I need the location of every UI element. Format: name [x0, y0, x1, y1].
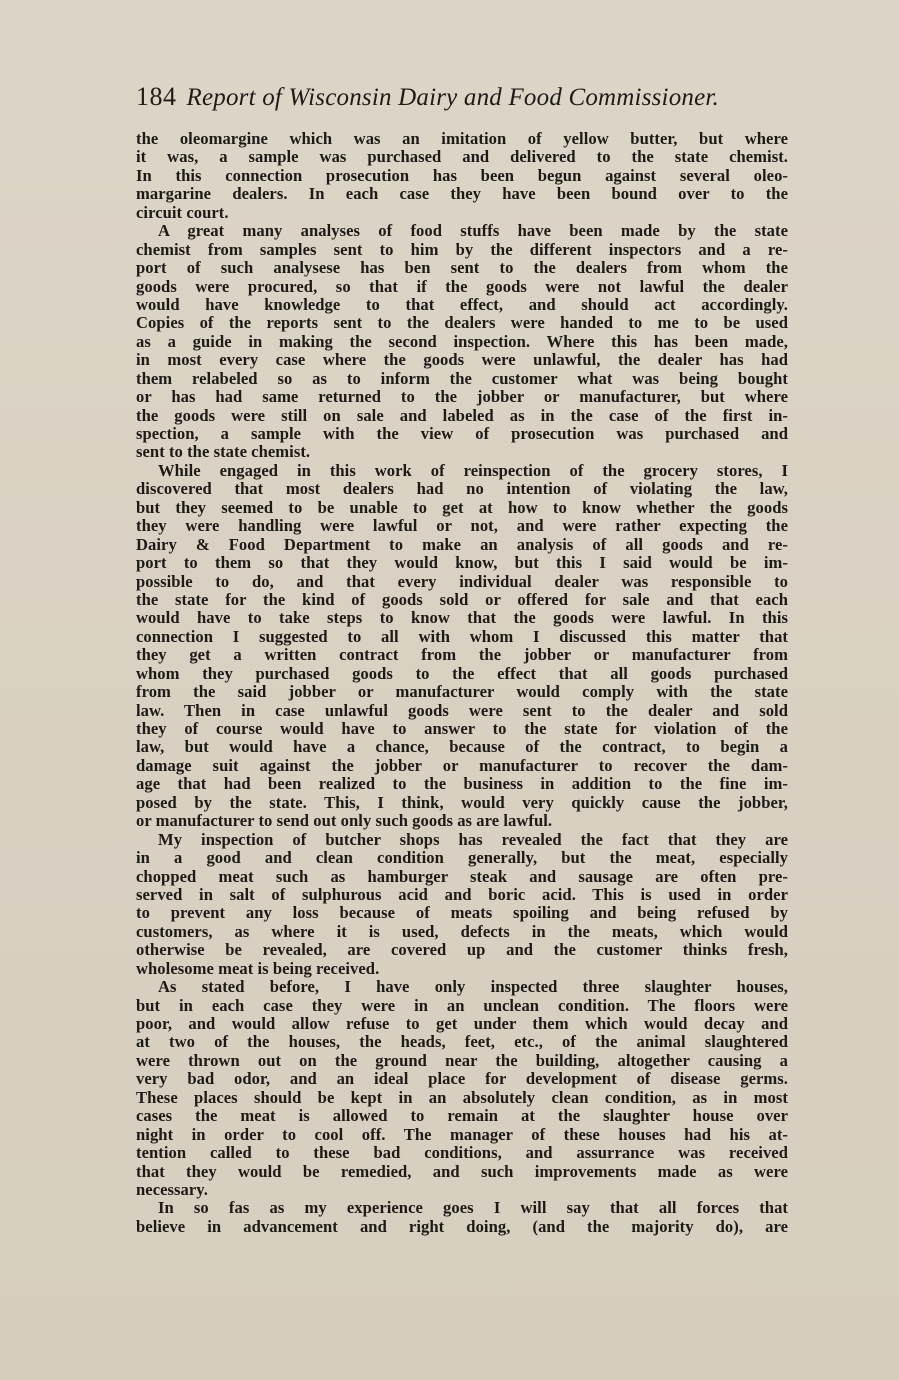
text-line: very bad odor, and an ideal place for development of disease germs.: [136, 1069, 788, 1089]
text-line: tention called to these bad conditions, and assurrance was received: [136, 1143, 788, 1163]
text-line: necessary.: [136, 1179, 208, 1199]
text-line: spection, a sample with the view of prosecution was purchased and: [136, 424, 788, 443]
text-line: margarine dealers. In each case they have been bound over to the: [136, 184, 788, 204]
text-line: would have knowledge to that effect, and should act accordingly.: [136, 294, 788, 314]
text-line: customers, as where it is used, defects in the meats, which would: [136, 921, 788, 941]
text-line: would have to take steps to know that the goods were lawful. In this: [136, 608, 788, 628]
text-line: them relabeled so as to inform the customer what was being bought: [136, 368, 788, 388]
text-line: in most every case where the goods were unlawful, the dealer has had: [136, 350, 788, 370]
text-line: that they would be remedied, and such improvements made as were: [136, 1161, 788, 1181]
text-line: possible to do, and that every individual dealer was responsible to: [136, 571, 788, 591]
text-line: otherwise be revealed, are covered up and the customer thinks fresh,: [136, 940, 788, 960]
text-line: whom they purchased goods to the effect that all goods purchased: [136, 663, 788, 683]
text-line: served in salt of sulphurous acid and boric acid. This is used in order: [136, 884, 788, 904]
text-line: Dairy & Food Department to make an analysis of all goods and re-: [136, 534, 788, 554]
text-line: or has had same returned to the jobber or manufacturer, but where: [136, 387, 788, 407]
text-line: discovered that most dealers had no intention of violating the law,: [136, 479, 788, 499]
text-line: A great many analyses of food stuffs have been made by the state: [158, 221, 788, 241]
text-line: connection I suggested to all with whom I discussed this matter that: [136, 626, 788, 646]
text-line: chemist from samples sent to him by the different inspectors and a re-: [136, 239, 788, 259]
text-line: wholesome meat is being received.: [136, 958, 380, 978]
text-line: port to them so that they would know, but this I said would be im-: [136, 553, 788, 573]
body-text: [136, 130, 788, 1236]
text-line: These places should be kept in an absolutely clean condition, as in most: [136, 1087, 788, 1107]
text-line: In so fas as my experience goes I will say that all forces that: [158, 1198, 788, 1218]
text-line: but they seemed to be unable to get at how to know whether the goods: [136, 497, 788, 517]
text-line: sent to the state chemist.: [136, 442, 311, 462]
text-line: As stated before, I have only inspected three slaughter houses,: [158, 977, 788, 997]
text-line: In this connection prosecution has been begun against several oleo-: [136, 165, 788, 185]
text-line: as a guide in making the second inspection. Where this has been made,: [136, 331, 788, 351]
text-line: to prevent any loss because of meats spoiling and being refused by: [136, 903, 788, 923]
text-line: posed by the state. This, I think, would very quickly cause the jobber,: [136, 792, 788, 812]
text-line: goods were procured, so that if the goods were not lawful the dealer: [136, 276, 788, 296]
text-line: the goods were still on sale and labeled as in the case of the first in-: [136, 405, 788, 425]
text-line: port of such analysese has ben sent to the dealers from whom the: [136, 258, 788, 278]
text-line: age that had been realized to the business in addition to the fine im-: [136, 774, 788, 794]
text-line: they of course would have to answer to the state for violation of the: [136, 719, 788, 738]
text-line: circuit court.: [136, 202, 229, 222]
text-line: My inspection of butcher shops has revealed the fact that they are: [158, 829, 788, 849]
text-line: it was, a sample was purchased and delivered to the state chemist.: [136, 147, 788, 167]
text-line: they were handling were lawful or not, and were rather expecting the: [136, 516, 788, 536]
text-line: the state for the kind of goods sold or offered for sale and that each: [136, 589, 788, 609]
text-line: or manufacturer to send out only such goods as are lawful.: [136, 811, 553, 831]
text-line: from the said jobber or manufacturer would comply with the state: [136, 682, 788, 702]
page-number: 184: [136, 82, 177, 111]
text-line: were thrown out on the ground near the building, altogether causing a: [136, 1050, 788, 1070]
text-line: night in order to cool off. The manager of these houses had his at-: [136, 1124, 788, 1144]
text-line: damage suit against the jobber or manufacturer to recover the dam-: [136, 755, 788, 775]
text-line: chopped meat such as hamburger steak and sausage are often pre-: [136, 866, 788, 886]
running-title: Report of Wisconsin Dairy and Food Commissioner.: [186, 84, 720, 111]
text-line: law. Then in case unlawful goods were sent to the dealer and sold: [136, 700, 788, 720]
text-line: they get a written contract from the jobber or manufacturer from: [136, 645, 788, 665]
text-line: cases the meat is allowed to remain at the slaughter house over: [136, 1106, 788, 1126]
text-line: at two of the houses, the heads, feet, etc., of the animal slaughtered: [136, 1032, 788, 1052]
text-line: law, but would have a chance, because of the contract, to begin a: [136, 737, 788, 757]
page-header: [136, 82, 776, 116]
text-line: the oleomargine which was an imitation of yellow butter, but where: [136, 129, 788, 148]
text-line: poor, and would allow refuse to get under them which would decay and: [136, 1014, 788, 1033]
text-line: Copies of the reports sent to the dealers were handed to me to be used: [136, 313, 788, 333]
text-line: in a good and clean condition generally, but the meat, especially: [136, 848, 788, 868]
text-line: but in each case they were in an unclean condition. The floors were: [136, 995, 788, 1015]
text-line: believe in advancement and right doing, (and the majority do), are: [136, 1216, 788, 1236]
text-line: While engaged in this work of reinspection of the grocery stores, I: [158, 460, 788, 480]
